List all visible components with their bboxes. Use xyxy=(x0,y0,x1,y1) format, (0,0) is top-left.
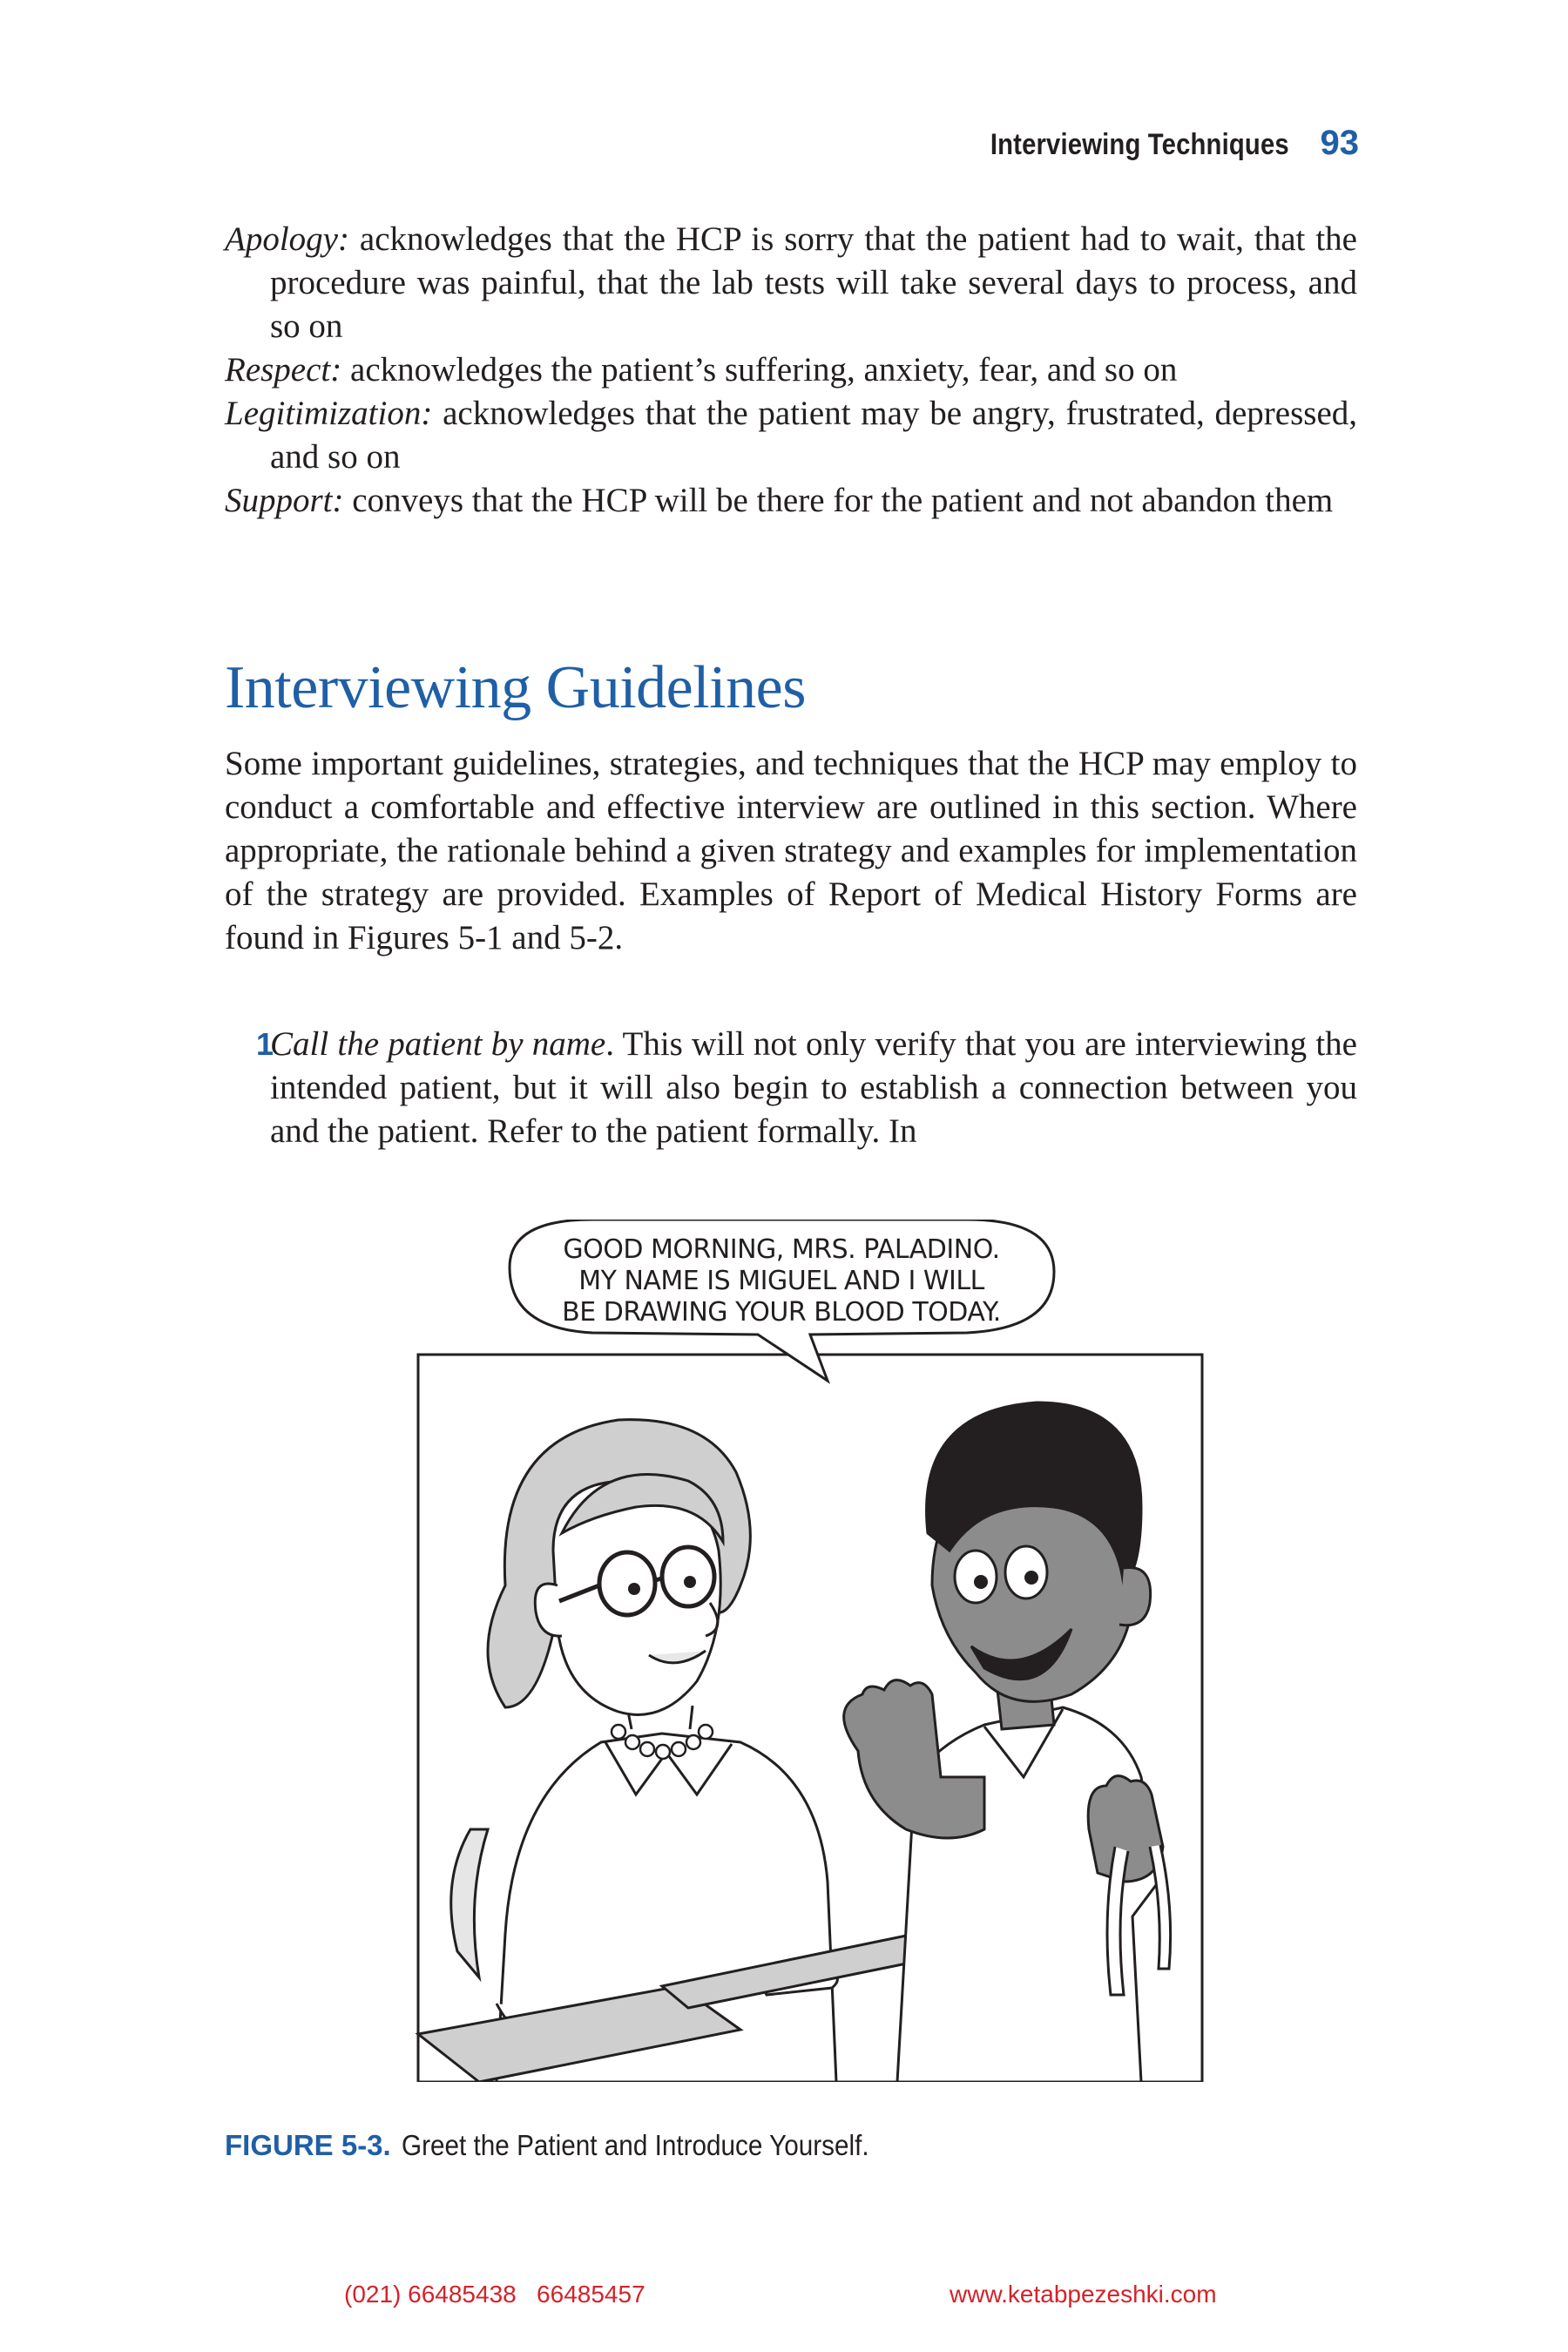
figure-illustration xyxy=(375,1220,1211,2082)
definition-term: Apology: xyxy=(225,220,349,258)
section-intro: Some important guidelines, strategies, and techniques that the HCP may employ to conduct a comfortable and effective interview are outlined in this section. Where appropriate, the rationale behind a given strategy and examples for implementation of the strategy are provided. Examples of Report of Medical History Forms are found in Figures 5-1 and 5-2. xyxy=(225,745,1357,956)
list-text xyxy=(270,1023,1357,1153)
definition-support xyxy=(225,479,1357,523)
list-emphasis: Call the patient by name xyxy=(270,1025,606,1063)
list-item xyxy=(225,1023,1357,1153)
footer-website-link[interactable]: www.ketabpezeshki.com xyxy=(950,2281,1217,2308)
definition-text: acknowledges that the patient may be angry, frustrated, depressed, and so on xyxy=(270,395,1357,476)
running-title: Interviewing Techniques xyxy=(990,128,1289,161)
definition-list xyxy=(225,218,1357,523)
list-body: . This will not only verify that you are interviewing the intended patient, but it will also begin to establish a connection between you and the patient. Refer to the patient formally. In xyxy=(270,1025,1357,1150)
speech-line: MY NAME IS MIGUEL AND I WILL xyxy=(578,1266,984,1296)
definition-term: Respect: xyxy=(225,351,342,389)
definition-term: Support: xyxy=(225,482,344,519)
speech-line: BE DRAWING YOUR BLOOD TODAY. xyxy=(562,1297,1001,1328)
definition-term: Legitimization: xyxy=(225,395,433,432)
definition-text: conveys that the HCP will be there for the patient and not abandon them xyxy=(343,482,1334,519)
figure-caption xyxy=(225,2129,921,2162)
figure-caption-text: Greet the Patient and Introduce Yourself. xyxy=(401,2129,869,2161)
running-head xyxy=(906,124,1359,163)
page-number: 93 xyxy=(1320,124,1359,162)
definition-apology xyxy=(225,218,1357,348)
definition-text: acknowledges the patient’s suffering, anxiety, fear, and so on xyxy=(341,351,1178,389)
definition-respect xyxy=(225,348,1357,392)
definition-text: acknowledges that the HCP is sorry that the patient had to wait, that the procedure was painful, that the lab tests will take several days to process, and so on xyxy=(270,220,1357,345)
footer-phone: (021) 66485438 66485457 xyxy=(344,2281,645,2308)
section-heading: Interviewing Guidelines xyxy=(225,654,806,721)
definition-legitimization xyxy=(225,392,1357,479)
list-number: 1 xyxy=(256,1026,274,1062)
speech-line: GOOD MORNING, MRS. PALADINO. xyxy=(563,1234,1000,1265)
figure-caption-label: FIGURE 5-3. xyxy=(225,2129,391,2161)
cartoon-illustration xyxy=(375,1220,1211,2082)
